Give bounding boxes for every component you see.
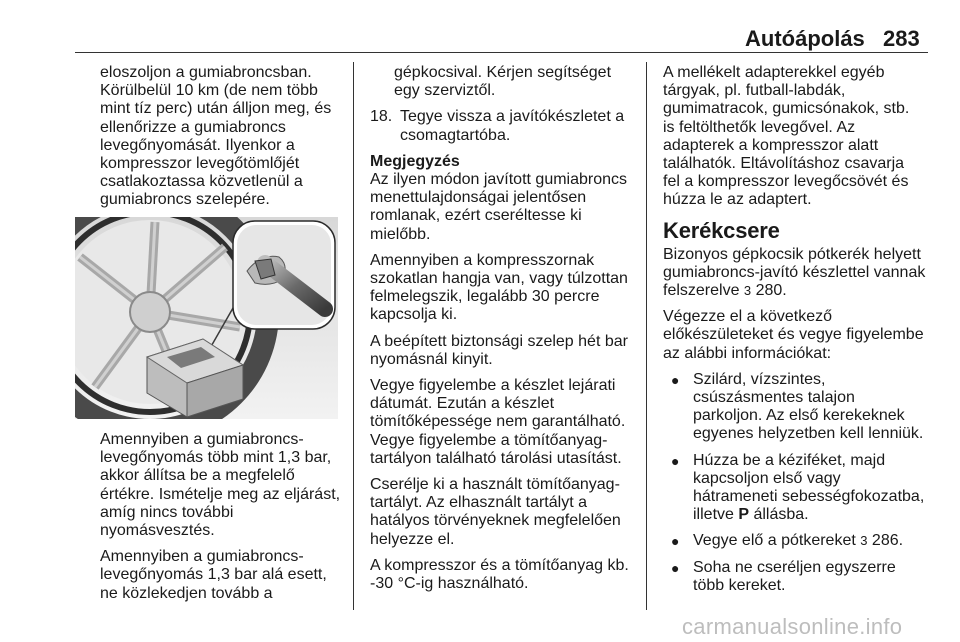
page-ref-arrow-icon: 3 (743, 283, 752, 299)
step-18-number: 18. (370, 108, 393, 126)
list-item: ● Húzza be a kéziféket, majd kapcsoljon első vagy hátrameneti sebességfokozatba, illetve P állásba. (671, 451, 925, 524)
col2-paragraph-e: A kompresszor és a tömítőanyag kb. -30 °C-ig használható. (370, 556, 629, 593)
bullet-icon: ● (671, 559, 680, 576)
column-1-top (100, 64, 348, 218)
page-number: 283 (883, 26, 920, 51)
note-label: Megjegyzés (370, 152, 460, 170)
col3-paragraph-3: Végezze el a következő előkészületeket és vegye figyelembe az alábbi információkat: (663, 308, 924, 362)
page-ref-link[interactable]: 280. (755, 282, 787, 300)
column-3 (663, 64, 933, 603)
watermark: carmanualsonline.info (682, 614, 903, 639)
col2-paragraph-b: A beépített biztonsági szelep hét bar nyomásnál kinyit. (370, 332, 628, 368)
valve-zoom-inset-icon (233, 221, 335, 329)
note-block (370, 153, 636, 244)
col2-paragraph-a: Amennyiben a kompresszornak szokatlan hangja van, vagy túlzottan felmelegszik, legalább 30 percre kapcsolja ki. (370, 251, 628, 324)
step-17-continuation: gépkocsival. Kérjen segítséget egy szerviztől. (394, 64, 612, 100)
note-text: Az ilyen módon javított gumiabroncs menettulajdonságai jelentősen romlanak, ezért cseréltesse ki mielőbb. (370, 171, 628, 243)
col1-paragraph-1: eloszoljon a gumiabroncsban. Körülbelül 10 km (de nem több mint tíz perc) után álljon meg, és ellenőrizze a gumiabroncs levegőnyomását. Ilyenkor a kompresszor levegőtömlőjét csatlakoztassa közvetlenül a gumiabroncs szelepére. (100, 64, 332, 209)
header-title: Autóápolás (745, 26, 865, 51)
column-divider-2 (646, 62, 647, 610)
tire-repair-illustration (75, 217, 338, 419)
list-item: ● Soha ne cseréljen egyszerre több kereket. (671, 558, 896, 594)
section-heading: Kerékcsere (663, 217, 780, 243)
col1-paragraph-2: Amennyiben a gumiabroncs- levegőnyomás több mint 1,3 bar, akkor állítsa be a megfelelő értékre. Ismételje meg az eljárást, amíg nincs további nyomásvesztés. (100, 431, 341, 540)
col2-paragraph-c: Vegye figyelembe a készlet lejárati dátumát. Ezután a készlet tömítőképessége nem garantálható. Vegye figyelembe a tömítőanyag- tartályon található tárolási utasítást. (370, 377, 626, 467)
header-rule (75, 52, 928, 53)
bullet-icon: ● (671, 371, 680, 388)
list-item: ● Vegye elő a pótkereket 3 286. (671, 532, 904, 550)
col3-paragraph-2: Bizonyos gépkocsik pótkerék helyett gumiabroncs-javító készlettel vannak felszerelve 3 280. (663, 245, 926, 300)
bullet-icon: ● (671, 452, 680, 469)
col2-paragraph-d: Cserélje ki a használt tömítőanyag- tartályt. Az elhasznált tartályt a hatályos törvényeknek megfelelően helyezze el. (370, 476, 621, 548)
bullet-icon: ● (671, 533, 680, 550)
step-18: 18. Tegye vissza a javítókészletet a csomagtartóba. (370, 108, 625, 144)
page-ref-arrow-icon: 3 (860, 533, 868, 549)
column-1-bottom (100, 431, 348, 611)
page-ref-link[interactable]: 286. (871, 532, 904, 550)
col1-paragraph-3: Amennyiben a gumiabroncs- levegőnyomás 1,3 bar alá esett, ne közlekedjen tovább a (100, 548, 327, 602)
column-divider-1 (353, 62, 354, 610)
list-item: ● Szilárd, vízszintes, csúszásmentes talajon parkoljon. Az első kerekeknek egyenes helyzetben kell lenniük. (671, 370, 924, 443)
gear-position-label: P (738, 506, 750, 524)
column-2 (370, 64, 636, 601)
col3-paragraph-1: A mellékelt adapterekkel egyéb tárgyak, pl. futball-labdák, gumimatracok, gumicsónakok, stb. is feltölthetők levegővel. Az adapterek a kompresszor alatt találhatók. Eltávolításhoz csavarja fel a kompresszor levegőcsövét és húzza le az adaptert. (663, 64, 910, 209)
